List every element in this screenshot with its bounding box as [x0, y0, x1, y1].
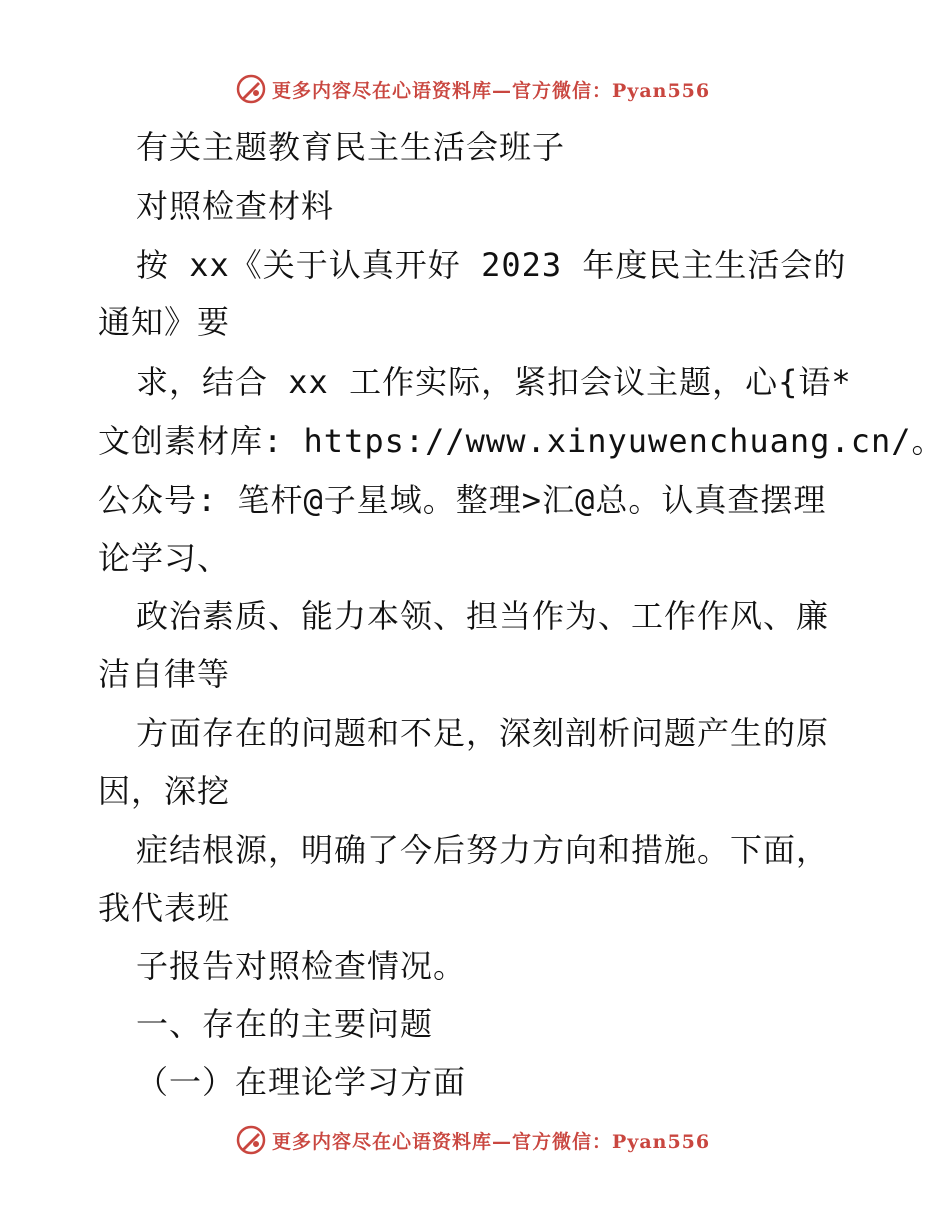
body-line: 论学习、	[98, 539, 231, 577]
title-line-2: 对照检查材料	[136, 187, 335, 225]
body-line: 症结根源，明确了今后努力方向和措施。下面，	[136, 831, 830, 869]
section-heading: 一、存在的主要问题	[136, 1005, 434, 1043]
body-line: 子报告对照检查情况。	[136, 947, 467, 985]
watermark-text: 更多内容尽在心语资料库—官方微信：Pyan556	[272, 1130, 711, 1153]
body-line: 我代表班	[98, 889, 231, 927]
quill-logo-icon	[236, 1125, 266, 1155]
body-line: 求，结合 xx 工作实际，紧扣会议主题，心{语*	[136, 363, 852, 401]
title-line-1: 有关主题教育民主生活会班子	[136, 128, 566, 166]
watermark-text: 更多内容尽在心语资料库—官方微信：Pyan556	[272, 79, 711, 102]
quill-logo-icon	[236, 74, 266, 104]
watermark-footer	[236, 1123, 710, 1157]
body-line: 因，深挖	[98, 772, 231, 810]
subsection-heading: （一）在理论学习方面	[136, 1063, 467, 1101]
body-line: 文创素材库: https://www.xinyuwenchuang.cn/。	[98, 422, 945, 460]
body-line: 通知》要	[98, 303, 231, 341]
body-line: 洁自律等	[98, 655, 231, 693]
watermark-header	[236, 72, 710, 106]
body-line: 政治素质、能力本领、担当作为、工作作风、廉	[136, 597, 830, 635]
body-line: 按 xx《关于认真开好 2023 年度民主生活会的	[136, 246, 847, 284]
body-line: 方面存在的问题和不足，深刻剖析问题产生的原	[136, 714, 830, 752]
body-line: 公众号: 笔杆@子星域。整理>汇@总。认真查摆理	[98, 481, 827, 519]
